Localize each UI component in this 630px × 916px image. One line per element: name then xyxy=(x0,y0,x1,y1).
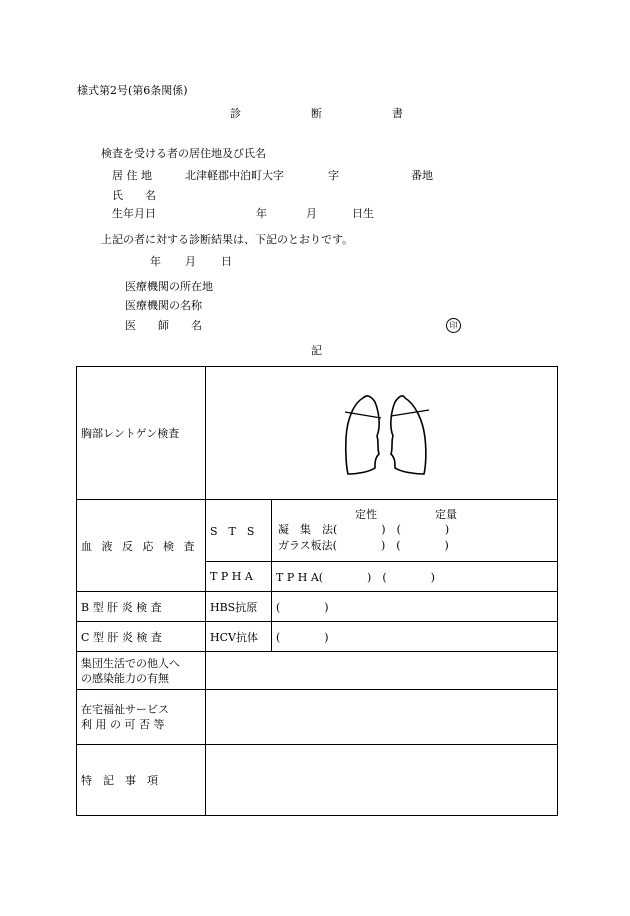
qualitative-header: 定性 xyxy=(355,508,377,521)
infection-label-line2: の感染能力の有無 xyxy=(81,671,169,685)
tpha-value[interactable]: T P H A( ) ( ) xyxy=(272,562,558,592)
seal-mark: 印 xyxy=(446,318,461,333)
institution-location-label: 医療機関の所在地 xyxy=(125,280,213,293)
blood-reaction-label: 血 液 反 応 検 査 xyxy=(77,500,206,592)
banchi-label: 番地 xyxy=(411,169,433,182)
birthdate-label: 生年月日 xyxy=(112,207,156,220)
date-day-label: 日 xyxy=(221,255,232,268)
services-label-line2: 利 用 の 可 否 等 xyxy=(81,718,165,731)
aza-label: 字 xyxy=(328,169,339,182)
infection-label xyxy=(77,652,206,690)
title-char-2: 断 xyxy=(311,107,322,120)
quantitative-header: 定量 xyxy=(435,508,457,521)
row-infection xyxy=(77,652,558,690)
infection-value[interactable] xyxy=(206,652,558,690)
tpha-label: T P H A xyxy=(206,562,272,592)
sts-values[interactable] xyxy=(272,500,558,562)
address-label: 居 住 地 xyxy=(112,169,152,182)
services-label-line1: 在宅福祉サービス xyxy=(81,703,169,716)
form-number: 様式第2号(第6条関係) xyxy=(77,84,188,97)
services-label xyxy=(77,690,206,745)
services-value[interactable] xyxy=(206,690,558,745)
applicant-heading: 検査を受ける者の居住地及び氏名 xyxy=(101,147,266,160)
remarks-label: 特 記 事 項 xyxy=(77,745,206,816)
statement: 上記の者に対する診断結果は、下記のとおりです。 xyxy=(101,233,354,246)
chest-xray-cell[interactable] xyxy=(206,367,558,500)
birth-year-label: 年 xyxy=(256,207,267,220)
exam-results-table xyxy=(76,366,558,816)
hep-b-label: B 型 肝 炎 検 査 xyxy=(77,592,206,622)
hep-b-value[interactable]: ( ) xyxy=(272,592,558,622)
row-remarks xyxy=(77,745,558,816)
name-label: 氏 名 xyxy=(112,189,156,202)
row-sts xyxy=(77,500,558,562)
chest-xray-label: 胸部レントゲン検査 xyxy=(77,367,206,500)
date-year-label: 年 xyxy=(150,255,161,268)
infection-label-line1: 集団生活での他人へ xyxy=(81,656,180,670)
hcv-antibody-label: HCV抗体 xyxy=(206,622,272,652)
remarks-value[interactable] xyxy=(206,745,558,816)
row-chest-xray xyxy=(77,367,558,500)
hep-c-value[interactable]: ( ) xyxy=(272,622,558,652)
address-value: 北津軽郡中泊町大字 xyxy=(185,169,284,182)
birth-day-label: 日生 xyxy=(352,207,374,220)
title-char-1: 診 xyxy=(230,107,241,120)
lungs-diagram xyxy=(335,386,445,486)
birth-month-label: 月 xyxy=(306,207,317,220)
row-hep-c xyxy=(77,622,558,652)
sts-label: S T S xyxy=(206,500,272,562)
row-services xyxy=(77,690,558,745)
glass-plate-row: ガラス板法( ) ( ) xyxy=(278,539,449,552)
document-title xyxy=(0,105,630,119)
hbs-antigen-label: HBS抗原 xyxy=(206,592,272,622)
title-char-3: 書 xyxy=(392,107,403,120)
doctor-name-label: 医 師 名 xyxy=(125,319,202,332)
agglutination-row: 凝 集 法( ) ( ) xyxy=(278,523,450,536)
ki-label: 記 xyxy=(311,344,322,357)
date-month-label: 月 xyxy=(185,255,196,268)
row-hep-b xyxy=(77,592,558,622)
institution-name-label: 医療機関の名称 xyxy=(125,299,202,312)
hep-c-label: C 型 肝 炎 検 査 xyxy=(77,622,206,652)
